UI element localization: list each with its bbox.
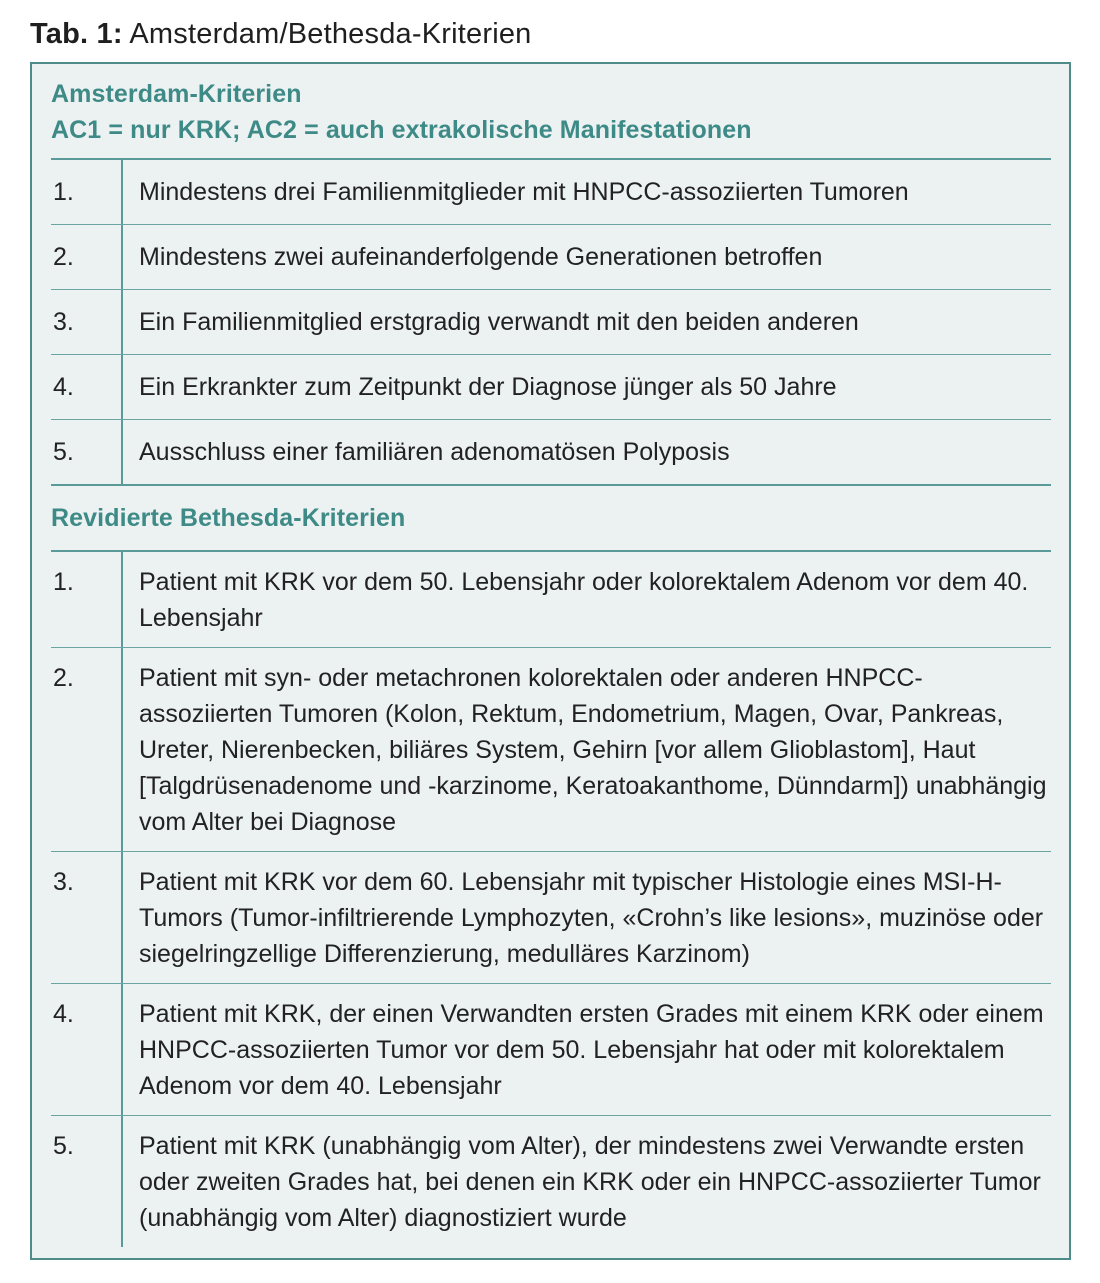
- row-text: Patient mit KRK (unabhängig vom Alter), der mindestens zwei Verwandte ersten oder zweiten Grades hat, bei denen ein KRK oder ein HNPCC-assoziierter Tumor (unabhängig vom Alter) diagnostiziert wurde: [139, 1132, 1041, 1232]
- row-number: 3.: [51, 852, 123, 983]
- section-heading-bethesda: Revidierte Bethesda-Kriterien: [51, 504, 406, 532]
- table-label: Tab. 1:: [30, 18, 123, 50]
- row-number: 2.: [51, 225, 123, 289]
- table-row: [51, 158, 1051, 224]
- criteria-table: [30, 62, 1071, 1260]
- table-row: [51, 550, 1051, 647]
- row-text: Ausschluss einer familiären adenomatösen Polyposis: [139, 438, 730, 466]
- table-row: [51, 1115, 1051, 1247]
- row-text: Patient mit KRK vor dem 50. Lebensjahr oder kolorektalem Adenom vor dem 40. Lebensjahr: [139, 568, 1029, 632]
- row-number: 2.: [51, 648, 123, 851]
- row-number: 4.: [51, 984, 123, 1115]
- row-number: 5.: [51, 420, 123, 484]
- row-number: 1.: [51, 552, 123, 647]
- table-row: [51, 419, 1051, 484]
- table-row: [51, 851, 1051, 983]
- table-row: [51, 647, 1051, 851]
- section-heading-amsterdam: Amsterdam-Kriterien: [51, 80, 302, 108]
- row-text: Ein Erkrankter zum Zeitpunkt der Diagnose jünger als 50 Jahre: [139, 373, 837, 401]
- table-row: [51, 224, 1051, 289]
- table-row: [51, 983, 1051, 1115]
- row-text: Mindestens zwei aufeinanderfolgende Generationen betroffen: [139, 243, 823, 271]
- row-text: Mindestens drei Familienmitglieder mit HNPCC-assoziierten Tumoren: [139, 178, 909, 206]
- row-text: Patient mit KRK, der einen Verwandten ersten Grades mit einem KRK oder einem HNPCC-assoziierten Tumor vor dem 50. Lebensjahr hat oder mit kolorektalem Adenom vor dem 40. Lebensjahr: [139, 1000, 1044, 1100]
- row-number: 3.: [51, 290, 123, 354]
- row-number: 1.: [51, 160, 123, 224]
- table-title: Amsterdam/Bethesda-Kriterien: [129, 18, 532, 50]
- row-text: Patient mit syn- oder metachronen kolorektalen oder anderen HNPCC-assoziierten Tumoren (Kolon, Rektum, Endometrium, Magen, Ovar, Pankreas, Ureter, Nierenbecken, biliäres System, Gehirn [vor allem Glioblastom], Haut [Talgdrüsenadenome und -karzinome, Keratoakanthome, Dünndarm]) unabhängig vom Alter bei Diagnose: [139, 664, 1047, 836]
- row-number: 5.: [51, 1116, 123, 1247]
- table-row: [51, 289, 1051, 354]
- row-number: 4.: [51, 355, 123, 419]
- row-text: Patient mit KRK vor dem 60. Lebensjahr mit typischer Histologie eines MSI-H-Tumors (Tumor-infiltrierende Lymphozyten, «Crohn’s like lesions», muzinöse oder siegelringzellige Differenzierung, medulläres Karzinom): [139, 868, 1044, 968]
- table-row: [51, 354, 1051, 419]
- row-text: Ein Familienmitglied erstgradig verwandt mit den beiden anderen: [139, 308, 859, 336]
- section-subheading-amsterdam: AC1 = nur KRK; AC2 = auch extrakolische Manifestationen: [51, 116, 752, 144]
- table-caption: [30, 14, 532, 54]
